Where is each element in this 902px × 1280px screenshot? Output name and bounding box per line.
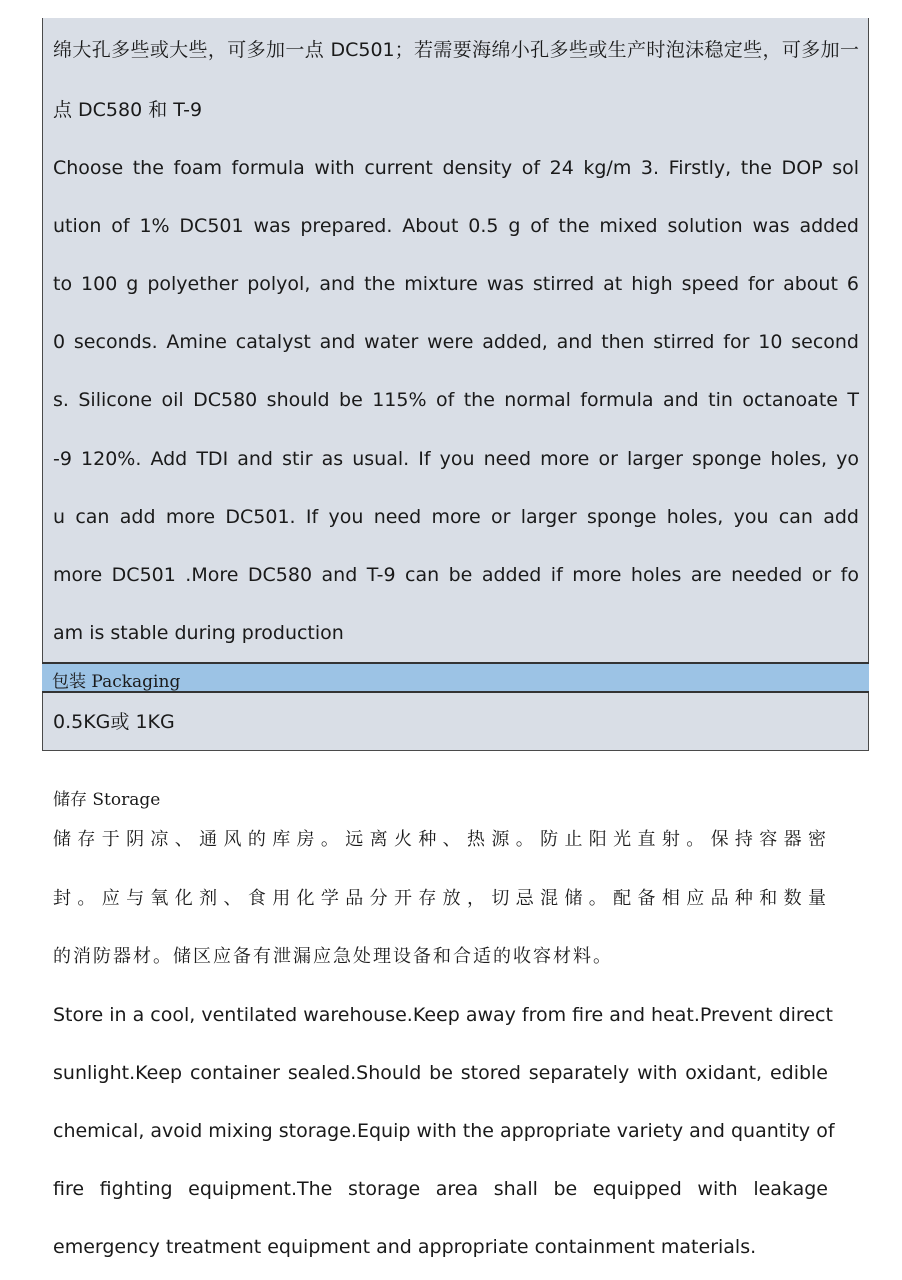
storage-en-line: Store in a cool, ventilated warehouse.Keep away from fire and heat.Prevent direct [53, 1004, 833, 1026]
method-line: u can add more DC501. If you need more or larger sponge holes, you can add [53, 506, 859, 528]
method-line: s. Silicone oil DC580 should be 115% of the normal formula and tin octanoate T [53, 389, 859, 411]
method-line: 绵大孔多些或大些，可多加一点 DC501；若需要海绵小孔多些或生产时泡沫稳定些，可多加一 [53, 39, 859, 61]
method-line: 点 DC580 和 T-9 [53, 99, 203, 121]
method-line: -9 120%. Add TDI and stir as usual. If you need more or larger sponge holes, yo [53, 448, 859, 470]
storage-heading: 储存 Storage [53, 790, 161, 810]
method-line: am is stable during production [53, 622, 344, 644]
method-line: 0 seconds. Amine catalyst and water were added, and then stirred for 10 second [53, 331, 859, 353]
method-line: ution of 1% DC501 was prepared. About 0.5 g of the mixed solution was added [53, 215, 859, 237]
storage-en-line: emergency treatment equipment and appropriate containment materials. [53, 1236, 757, 1258]
storage-en-line: chemical, avoid mixing storage.Equip with the appropriate variety and quantity of [53, 1120, 835, 1142]
method-line: Choose the foam formula with current density of 24 kg/m 3. Firstly, the DOP sol [53, 157, 859, 179]
method-line: to 100 g polyether polyol, and the mixture was stirred at high speed for about 6 [53, 273, 859, 295]
packaging-header [42, 662, 869, 693]
storage-cn-line: 储存于阴凉、通风的库房。远离火种、热源。防止阳光直射。保持容器密 [53, 829, 828, 850]
method-line: more DC501 .More DC580 and T-9 can be added if more holes are needed or fo [53, 564, 859, 586]
storage-cn-line: 的消防器材。储区应备有泄漏应急处理设备和合适的收容材料。 [53, 946, 613, 967]
packaging-value: 0.5KG或 1KG [53, 711, 175, 733]
storage-en-line: fire fighting equipment.The storage area shall be equipped with leakage [53, 1178, 828, 1200]
storage-en-line: sunlight.Keep container sealed.Should be stored separately with oxidant, edible [53, 1062, 828, 1084]
storage-cn-line: 封。应与氧化剂、食用化学品分开存放，切忌混储。配备相应品种和数量 [53, 888, 828, 909]
packaging-heading: 包装 Packaging [52, 672, 181, 692]
